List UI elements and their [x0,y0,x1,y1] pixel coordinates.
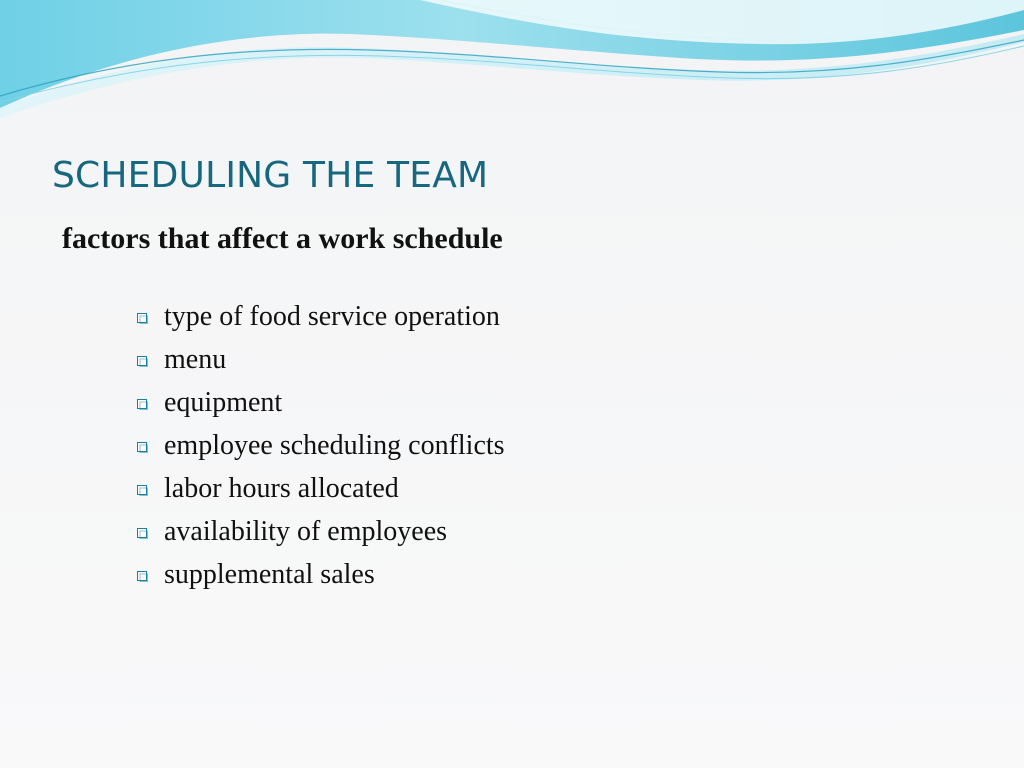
header-wave-decoration [0,0,1024,130]
square-bullet-icon [137,528,148,539]
list-item [137,510,505,553]
list-item [137,424,505,467]
slide-subtitle: factors that affect a work schedule [62,222,503,255]
list-item [137,295,505,338]
list-item-text: labor hours allocated [164,472,399,504]
square-bullet-icon [137,485,148,496]
slide-title: SCHEDULING THE TEAM [52,155,489,196]
list-item [137,553,505,596]
bullet-list [137,295,505,596]
list-item-text: employee scheduling conflicts [164,429,505,461]
square-bullet-icon [137,442,148,453]
square-bullet-icon [137,313,148,324]
list-item [137,381,505,424]
list-item [137,338,505,381]
square-bullet-icon [137,399,148,410]
list-item [137,467,505,510]
list-item-text: equipment [164,386,283,418]
list-item-text: menu [164,343,227,375]
list-item-text: supplemental sales [164,558,375,590]
list-item-text: type of food service operation [164,300,500,332]
list-item-text: availability of employees [164,515,448,547]
square-bullet-icon [137,571,148,582]
square-bullet-icon [137,356,148,367]
